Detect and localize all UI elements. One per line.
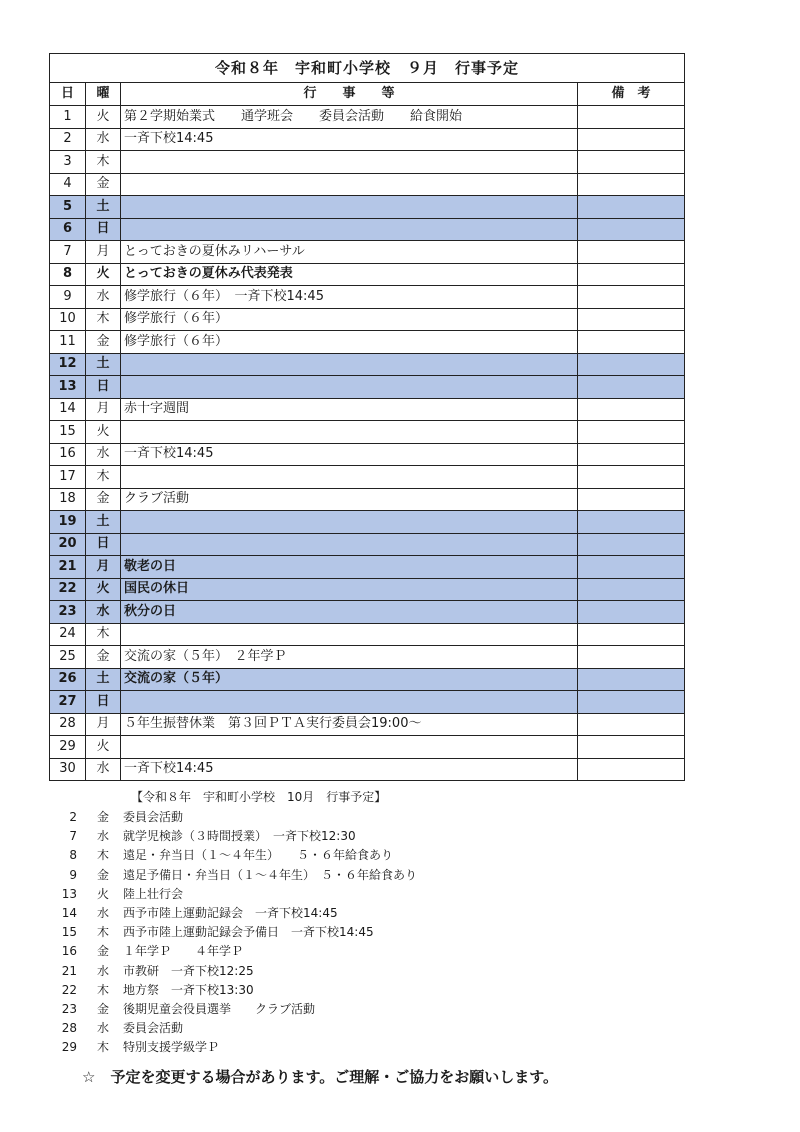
row-weekday: 日: [86, 218, 121, 241]
schedule-row: [50, 286, 685, 309]
schedule-row: [50, 713, 685, 736]
october-item-text: 委員会活動: [123, 810, 184, 824]
row-remarks: [578, 331, 685, 354]
row-day: 10: [50, 308, 86, 331]
row-day: 11: [50, 331, 86, 354]
schedule-row: [50, 623, 685, 646]
row-remarks: [578, 623, 685, 646]
schedule-row: [50, 421, 685, 444]
row-event: [121, 218, 578, 241]
schedule-row: [50, 466, 685, 489]
october-item-day: 2: [69, 810, 77, 824]
row-event: 秋分の日: [121, 601, 578, 624]
october-item-weekday: 木: [97, 982, 110, 997]
header-dow: 曜: [86, 83, 121, 106]
october-item-text: 市教研 一斉下校12:25: [123, 963, 254, 978]
schedule-row: [50, 556, 685, 579]
row-remarks: [578, 218, 685, 241]
october-item-day: 15: [61, 925, 77, 940]
schedule-row: [50, 263, 685, 286]
october-item-weekday: 金: [97, 1002, 110, 1016]
october-item-weekday: 木: [97, 1040, 110, 1055]
row-event: [121, 511, 578, 534]
row-event: [121, 353, 578, 376]
row-weekday: 水: [86, 128, 121, 151]
row-event: 国民の休日: [121, 578, 578, 601]
october-item-weekday: 金: [97, 867, 110, 882]
october-item-day: 21: [61, 963, 77, 978]
schedule-row: [50, 533, 685, 556]
row-remarks: [578, 736, 685, 759]
row-weekday: 金: [86, 331, 121, 354]
october-item-text: 後期児童会役員選挙 クラブ活動: [123, 1002, 316, 1016]
row-weekday: 日: [86, 533, 121, 556]
row-event: ５年生振替休業 第３回ＰＴＡ実行委員会19:00～: [121, 713, 578, 736]
row-event: [121, 173, 578, 196]
october-item-weekday: 木: [97, 925, 110, 940]
october-item-weekday: 火: [97, 886, 110, 901]
october-item-text: 委員会活動: [123, 1021, 184, 1036]
row-day: 24: [50, 623, 86, 646]
row-weekday: 金: [86, 488, 121, 511]
schedule-row: [50, 736, 685, 759]
september-schedule-table: [49, 53, 685, 781]
row-day: 29: [50, 736, 86, 759]
row-weekday: 土: [86, 668, 121, 691]
row-day: 7: [50, 241, 86, 264]
october-item-text: 西予市陸上運動記録会 一斉下校14:45: [123, 906, 338, 920]
row-day: 4: [50, 173, 86, 196]
schedule-row: [50, 668, 685, 691]
row-day: 15: [50, 421, 86, 444]
schedule-row: [50, 398, 685, 421]
header-event: 行 事 等: [121, 83, 578, 106]
row-remarks: [578, 668, 685, 691]
row-remarks: [578, 196, 685, 219]
schedule-row: [50, 646, 685, 669]
row-remarks: [578, 758, 685, 781]
row-day: 14: [50, 398, 86, 421]
october-title: 【令和８年 宇和町小学校 10月 行事予定】: [131, 790, 387, 804]
row-day: 5: [50, 196, 86, 219]
row-event: 第２学期始業式 通学班会 委員会活動 給食開始: [121, 106, 578, 129]
schedule-row: [50, 173, 685, 196]
october-item-day: 9: [69, 867, 77, 882]
row-day: 18: [50, 488, 86, 511]
row-day: 21: [50, 556, 86, 579]
row-event: 修学旅行（６年）: [121, 308, 578, 331]
schedule-row: [50, 218, 685, 241]
schedule-row: [50, 443, 685, 466]
schedule-row: [50, 106, 685, 129]
row-day: 27: [50, 691, 86, 714]
row-event: [121, 196, 578, 219]
schedule-row: [50, 691, 685, 714]
row-remarks: [578, 691, 685, 714]
row-day: 6: [50, 218, 86, 241]
october-item-text: 遠足・弁当日（１～４年生） ５・６年給食あり: [123, 848, 394, 863]
row-event: [121, 533, 578, 556]
row-day: 19: [50, 511, 86, 534]
row-day: 28: [50, 713, 86, 736]
schedule-row: [50, 128, 685, 151]
header-day: 日: [50, 83, 86, 106]
row-weekday: 土: [86, 511, 121, 534]
row-event: 交流の家（５年）: [121, 668, 578, 691]
schedule-row: [50, 376, 685, 399]
row-event: 一斉下校14:45: [121, 128, 578, 151]
row-day: 25: [50, 646, 86, 669]
october-item-day: 22: [61, 982, 77, 997]
schedule-row: [50, 601, 685, 624]
row-weekday: 月: [86, 398, 121, 421]
row-weekday: 金: [86, 173, 121, 196]
row-remarks: [578, 173, 685, 196]
row-event: [121, 623, 578, 646]
row-remarks: [578, 488, 685, 511]
row-weekday: 水: [86, 601, 121, 624]
row-remarks: [578, 533, 685, 556]
row-event: とっておきの夏休みリハーサル: [121, 241, 578, 264]
october-item-weekday: 木: [97, 848, 110, 863]
row-day: 22: [50, 578, 86, 601]
row-day: 20: [50, 533, 86, 556]
row-remarks: [578, 286, 685, 309]
row-weekday: 水: [86, 758, 121, 781]
row-remarks: [578, 443, 685, 466]
row-event: [121, 376, 578, 399]
row-weekday: 月: [86, 556, 121, 579]
october-item-day: 29: [61, 1040, 77, 1055]
row-weekday: 木: [86, 623, 121, 646]
row-weekday: 火: [86, 736, 121, 759]
row-remarks: [578, 263, 685, 286]
october-item-text: 西予市陸上運動記録会予備日 一斉下校14:45: [123, 925, 374, 940]
row-remarks: [578, 466, 685, 489]
october-item-text: 陸上壮行会: [123, 886, 184, 901]
row-remarks: [578, 713, 685, 736]
row-event: クラブ活動: [121, 488, 578, 511]
row-remarks: [578, 511, 685, 534]
row-remarks: [578, 646, 685, 669]
row-remarks: [578, 241, 685, 264]
october-item-day: 7: [69, 829, 77, 844]
row-event: 修学旅行（６年）: [121, 331, 578, 354]
october-item-day: 16: [61, 944, 77, 959]
row-remarks: [578, 398, 685, 421]
schedule-row: [50, 758, 685, 781]
row-event: とっておきの夏休み代表発表: [121, 263, 578, 286]
schedule-row: [50, 353, 685, 376]
row-remarks: [578, 556, 685, 579]
row-weekday: 土: [86, 196, 121, 219]
row-event: [121, 421, 578, 444]
row-remarks: [578, 151, 685, 174]
october-item-weekday: 水: [97, 963, 110, 978]
row-weekday: 火: [86, 106, 121, 129]
row-day: 26: [50, 668, 86, 691]
october-item-day: 13: [61, 886, 77, 901]
schedule-body: [50, 106, 685, 781]
row-weekday: 水: [86, 286, 121, 309]
change-notice: ☆ 予定を変更する場合があります。ご理解・ご協力をお願いします。: [82, 1068, 559, 1086]
row-remarks: [578, 128, 685, 151]
october-item-weekday: 水: [97, 1021, 110, 1036]
october-item-day: 23: [61, 1002, 77, 1016]
row-event: 修学旅行（６年） 一斉下校14:45: [121, 286, 578, 309]
row-weekday: 金: [86, 646, 121, 669]
row-day: 13: [50, 376, 86, 399]
row-remarks: [578, 308, 685, 331]
row-event: [121, 736, 578, 759]
october-item-text: 地方祭 一斉下校13:30: [123, 982, 254, 997]
row-weekday: 日: [86, 691, 121, 714]
schedule-row: [50, 151, 685, 174]
row-day: 30: [50, 758, 86, 781]
schedule-row: [50, 578, 685, 601]
row-remarks: [578, 376, 685, 399]
row-event: [121, 466, 578, 489]
header-remarks: 備 考: [578, 83, 685, 106]
row-remarks: [578, 353, 685, 376]
row-event: 一斉下校14:45: [121, 443, 578, 466]
october-item-text: 遠足予備日・弁当日（１～４年生） ５・６年給食あり: [123, 867, 418, 882]
row-weekday: 火: [86, 421, 121, 444]
october-item-weekday: 金: [97, 944, 110, 959]
october-item-weekday: 水: [97, 829, 110, 844]
schedule-row: [50, 241, 685, 264]
row-day: 12: [50, 353, 86, 376]
schedule-row: [50, 196, 685, 219]
october-item-text: 就学児検診（３時間授業） 一斉下校12:30: [123, 829, 356, 844]
row-event: 交流の家（５年） ２年学Ｐ: [121, 646, 578, 669]
row-remarks: [578, 106, 685, 129]
row-event: [121, 151, 578, 174]
row-weekday: 土: [86, 353, 121, 376]
october-item-text: 特別支援学級学Ｐ: [123, 1040, 220, 1055]
row-event: [121, 691, 578, 714]
row-weekday: 木: [86, 151, 121, 174]
row-weekday: 月: [86, 713, 121, 736]
row-day: 23: [50, 601, 86, 624]
row-day: 17: [50, 466, 86, 489]
row-weekday: 木: [86, 466, 121, 489]
row-weekday: 水: [86, 443, 121, 466]
row-weekday: 月: [86, 241, 121, 264]
row-day: 3: [50, 151, 86, 174]
row-remarks: [578, 578, 685, 601]
row-day: 1: [50, 106, 86, 129]
row-weekday: 火: [86, 263, 121, 286]
row-weekday: 木: [86, 308, 121, 331]
schedule-row: [50, 331, 685, 354]
schedule-row: [50, 488, 685, 511]
october-item-weekday: 水: [97, 906, 110, 920]
row-day: 16: [50, 443, 86, 466]
october-item-day: 28: [61, 1021, 77, 1036]
row-remarks: [578, 601, 685, 624]
schedule-row: [50, 511, 685, 534]
row-remarks: [578, 421, 685, 444]
row-weekday: 日: [86, 376, 121, 399]
row-day: 2: [50, 128, 86, 151]
row-day: 9: [50, 286, 86, 309]
row-weekday: 火: [86, 578, 121, 601]
row-event: 赤十字週間: [121, 398, 578, 421]
schedule-row: [50, 308, 685, 331]
october-item-day: 14: [61, 906, 77, 920]
october-item-text: １年学Ｐ ４年学Ｐ: [123, 944, 244, 959]
october-item-day: 8: [69, 848, 77, 863]
schedule-title: 令和８年 宇和町小学校 ９月 行事予定: [50, 54, 685, 83]
october-item-weekday: 金: [97, 810, 110, 824]
row-event: 一斉下校14:45: [121, 758, 578, 781]
row-event: 敬老の日: [121, 556, 578, 579]
row-day: 8: [50, 263, 86, 286]
